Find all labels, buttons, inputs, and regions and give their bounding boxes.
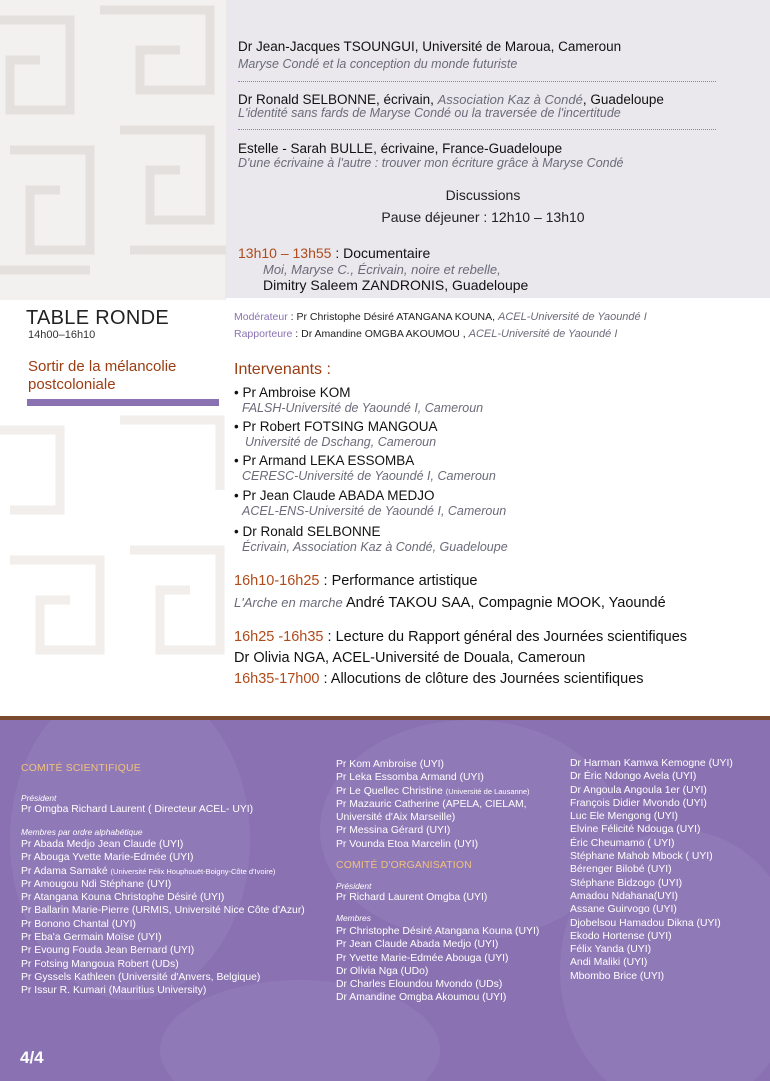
separator: : bbox=[292, 328, 302, 340]
rapporteur-label: Rapporteure bbox=[234, 328, 293, 340]
separator: : bbox=[287, 311, 297, 323]
documentary-time: 13h10 – 13h55 bbox=[238, 245, 332, 261]
intervenant-name: • Pr Armand LEKA ESSOMBA bbox=[234, 453, 415, 468]
member: François Didier Mvondo (UYI) bbox=[570, 797, 707, 809]
member-name: Pr Le Quellec Christine bbox=[336, 785, 446, 797]
theme-underline-bar bbox=[27, 399, 219, 406]
scientific-members-list bbox=[21, 838, 305, 998]
member-affiliation: (Université de Lausanne) bbox=[445, 786, 530, 796]
footer-committees bbox=[0, 720, 770, 1081]
intervenant-institution: Université de Dschang, Cameroun bbox=[245, 435, 437, 449]
member: Pr Mazauric Catherine (APELA, CIELAM, bbox=[336, 798, 527, 810]
member: Pr Jean Claude Abada Medjo (UYI) bbox=[336, 939, 499, 951]
member bbox=[21, 865, 305, 878]
rapporteur-name: Dr Amandine OMGBA AKOUMOU , bbox=[301, 328, 469, 340]
member: Université d'Aix Marseille) bbox=[336, 812, 456, 824]
intervenant-name: • Dr Ronald SELBONNE bbox=[234, 524, 381, 539]
member: Pr Eba'a Germain Moïse (UYI) bbox=[21, 932, 162, 944]
lunch-break: Pause déjeuner : 12h10 – 13h10 bbox=[381, 209, 585, 225]
member: Stéphane Mahob Mbock ( UYI) bbox=[570, 851, 713, 863]
member: Pr Amougou Ndi Stéphane (UYI) bbox=[21, 878, 172, 890]
speaker-location: , Guadeloupe bbox=[582, 92, 664, 107]
theme-line-1: Sortir de la mélancolie bbox=[28, 358, 177, 375]
lecture-label: : Lecture du Rapport général des Journées scientifiques bbox=[323, 629, 688, 645]
member: Amadou Ndahana(UYI) bbox=[570, 890, 679, 902]
member-affiliation: (Université Félix Houphouët-Boigny-Côte d'Ivoire) bbox=[110, 866, 276, 876]
documentary-line bbox=[238, 245, 430, 261]
member: Pr Evoung Fouda Jean Bernard (UYI) bbox=[21, 945, 195, 957]
member: Djobelsou Hamadou Dikna (UYI) bbox=[570, 917, 721, 929]
organisation-members-list-2 bbox=[570, 757, 733, 983]
intervenant-name: • Pr Robert FOTSING MANGOUA bbox=[234, 419, 438, 434]
member: Andi Maliki (UYI) bbox=[570, 957, 648, 969]
member: Bérenger Bilobé (UYI) bbox=[570, 864, 672, 876]
member bbox=[336, 785, 530, 798]
intervenant-institution: Écrivain, Association Kaz à Condé, Guadeloupe bbox=[242, 540, 508, 554]
moderator-name: Pr Christophe Désiré ATANGANA KOUNA, bbox=[296, 311, 498, 323]
member: Dr Harman Kamwa Kemogne (UYI) bbox=[570, 758, 733, 769]
performance-label: : Performance artistique bbox=[319, 573, 478, 589]
rapporteur-institution: ACEL-Université de Yaoundé I bbox=[468, 328, 618, 340]
member: Pr Gyssels Kathleen (Université d'Anvers, Belgique) bbox=[21, 971, 261, 983]
member: Pr Vounda Etoa Marcelin (UYI) bbox=[336, 838, 479, 850]
president-label: Président bbox=[21, 793, 57, 803]
intervenant-institution: FALSH-Université de Yaoundé I, Cameroun bbox=[242, 401, 484, 415]
member: Luc Ele Mengong (UYI) bbox=[570, 811, 679, 823]
documentary-title: Moi, Maryse C., Écrivain, noire et rebelle, bbox=[263, 262, 501, 277]
member: Pr Christophe Désiré Atangana Kouna (UYI) bbox=[336, 926, 540, 937]
performance-work: L'Arche en marche bbox=[234, 595, 343, 610]
talk-title: L'identité sans fards de Maryse Condé ou la traversée de l'incertitude bbox=[238, 106, 621, 120]
member: Pr Yvette Marie-Edmée Abouga (UYI) bbox=[336, 952, 509, 964]
talk-title: D'une écrivaine à l'autre : trouver mon écriture grâce à Maryse Condé bbox=[238, 156, 624, 170]
speaker-name: Estelle - Sarah BULLE, écrivaine, France-Guadeloupe bbox=[238, 141, 563, 156]
intervenants-heading: Intervenants : bbox=[234, 361, 331, 378]
documentary-label: : Documentaire bbox=[331, 245, 431, 261]
speaker-name: Dr Jean-Jacques TSOUNGUI, Université de Maroua, Cameroun bbox=[238, 39, 622, 54]
member: Pr Kom Ambroise (UYI) bbox=[336, 759, 444, 770]
member: Dr Amandine Omgba Akoumou (UYI) bbox=[336, 992, 507, 1004]
member: Mbombo Brice (UYI) bbox=[570, 970, 665, 982]
org-president-label: Président bbox=[336, 881, 372, 891]
member: Pr Leka Essomba Armand (UYI) bbox=[336, 772, 484, 784]
scientific-members-list-2 bbox=[336, 758, 530, 851]
divider bbox=[238, 129, 716, 130]
member: Pr Atangana Kouna Christophe Désiré (UYI) bbox=[21, 892, 225, 904]
closing-label: : Allocutions de clôture des Journées scientifiques bbox=[319, 671, 644, 687]
performance-detail bbox=[234, 595, 666, 611]
moderator-line bbox=[234, 311, 647, 323]
member: Assane Guirvogo (UYI) bbox=[570, 904, 677, 916]
member: Dr Charles Eloundou Mvondo (UDs) bbox=[336, 979, 503, 991]
moderator-institution: ACEL-Université de Yaoundé I bbox=[497, 311, 647, 323]
intervenant-name: • Pr Ambroise KOM bbox=[234, 385, 351, 400]
documentary-author: Dimitry Saleem ZANDRONIS, Guadeloupe bbox=[263, 277, 529, 293]
lecture-time: 16h25 -16h35 bbox=[234, 629, 324, 645]
table-ronde-theme bbox=[28, 358, 176, 394]
member: Pr Abada Medjo Jean Claude (UYI) bbox=[21, 839, 184, 850]
talk-title: Maryse Condé et la conception du monde futuriste bbox=[238, 57, 518, 71]
intervenant-institution: ACEL-ENS-Université de Yaoundé I, Cameroun bbox=[242, 504, 507, 518]
speaker-institution: Association Kaz à Condé bbox=[437, 92, 583, 107]
table-ronde-time: 14h00–16h10 bbox=[28, 329, 96, 341]
membres-label: Membres par ordre alphabétique bbox=[21, 827, 143, 837]
org-president-name: Pr Richard Laurent Omgba (UYI) bbox=[336, 892, 488, 903]
closing-line bbox=[234, 671, 644, 687]
org-membres-label: Membres bbox=[336, 913, 371, 923]
president-name: Pr Omgba Richard Laurent ( Directeur ACEL- UYI) bbox=[21, 804, 254, 815]
member: Pr Ballarin Marie-Pierre (URMIS, Université Nice Côte d'Azur) bbox=[21, 905, 305, 917]
member: Ekodo Hortense (UYI) bbox=[570, 930, 672, 942]
page-number: 4/4 bbox=[20, 1048, 44, 1067]
member: Pr Issur R. Kumari (Mauritius University) bbox=[21, 985, 207, 997]
member: Dr Éric Ndongo Avela (UYI) bbox=[570, 771, 697, 783]
moderator-label: Modérateur bbox=[234, 311, 288, 323]
rapporteur-line bbox=[234, 328, 617, 340]
member: Stéphane Bidzogo (UYI) bbox=[570, 877, 683, 889]
divider bbox=[238, 81, 716, 82]
member: Dr Angoula Angoula 1er (UYI) bbox=[570, 784, 707, 796]
member: Éric Cheumamo ( UYI) bbox=[570, 837, 675, 849]
performance-people: André TAKOU SAA, Compagnie MOOK, Yaoundé bbox=[342, 595, 666, 611]
lecture-line bbox=[234, 629, 687, 645]
member: Elvine Félicité Ndouga (UYI) bbox=[570, 824, 701, 836]
member: Pr Bonono Chantal (UYI) bbox=[21, 918, 136, 930]
maze-pattern-icon bbox=[0, 0, 226, 300]
theme-line-2: postcoloniale bbox=[28, 376, 116, 393]
organisation-members-list bbox=[336, 925, 539, 1005]
member: Dr Olivia Nga (UDo) bbox=[336, 965, 429, 977]
decorative-pattern bbox=[0, 0, 226, 300]
member: Pr Abouga Yvette Marie-Edmée (UYI) bbox=[21, 852, 194, 864]
discussions-label: Discussions bbox=[445, 187, 521, 203]
lecture-person: Dr Olivia NGA, ACEL-Université de Douala, Cameroun bbox=[234, 650, 586, 666]
comite-scientifique-heading: COMITÉ SCIENTIFIQUE bbox=[21, 763, 141, 774]
intervenant-institution: CERESC-Université de Yaoundé I, Cameroun bbox=[242, 469, 496, 483]
table-ronde-heading: TABLE RONDE bbox=[26, 307, 169, 329]
member-name: Pr Adama Samaké bbox=[21, 865, 111, 877]
performance-time: 16h10-16h25 bbox=[234, 573, 320, 589]
speaker-name-text: Dr Ronald SELBONNE, écrivain, bbox=[238, 92, 438, 107]
member: Pr Fotsing Mangoua Robert (UDs) bbox=[21, 958, 179, 970]
speaker-name bbox=[238, 92, 664, 107]
performance-line bbox=[234, 573, 477, 589]
comite-organisation-heading: COMITÉ D'ORGANISATION bbox=[336, 860, 472, 871]
closing-time: 16h35-17h00 bbox=[234, 671, 320, 687]
member: Félix Yanda (UYI) bbox=[570, 944, 652, 956]
intervenant-name: • Pr Jean Claude ABADA MEDJO bbox=[234, 488, 435, 503]
member: Pr Messina Gérard (UYI) bbox=[336, 825, 451, 837]
